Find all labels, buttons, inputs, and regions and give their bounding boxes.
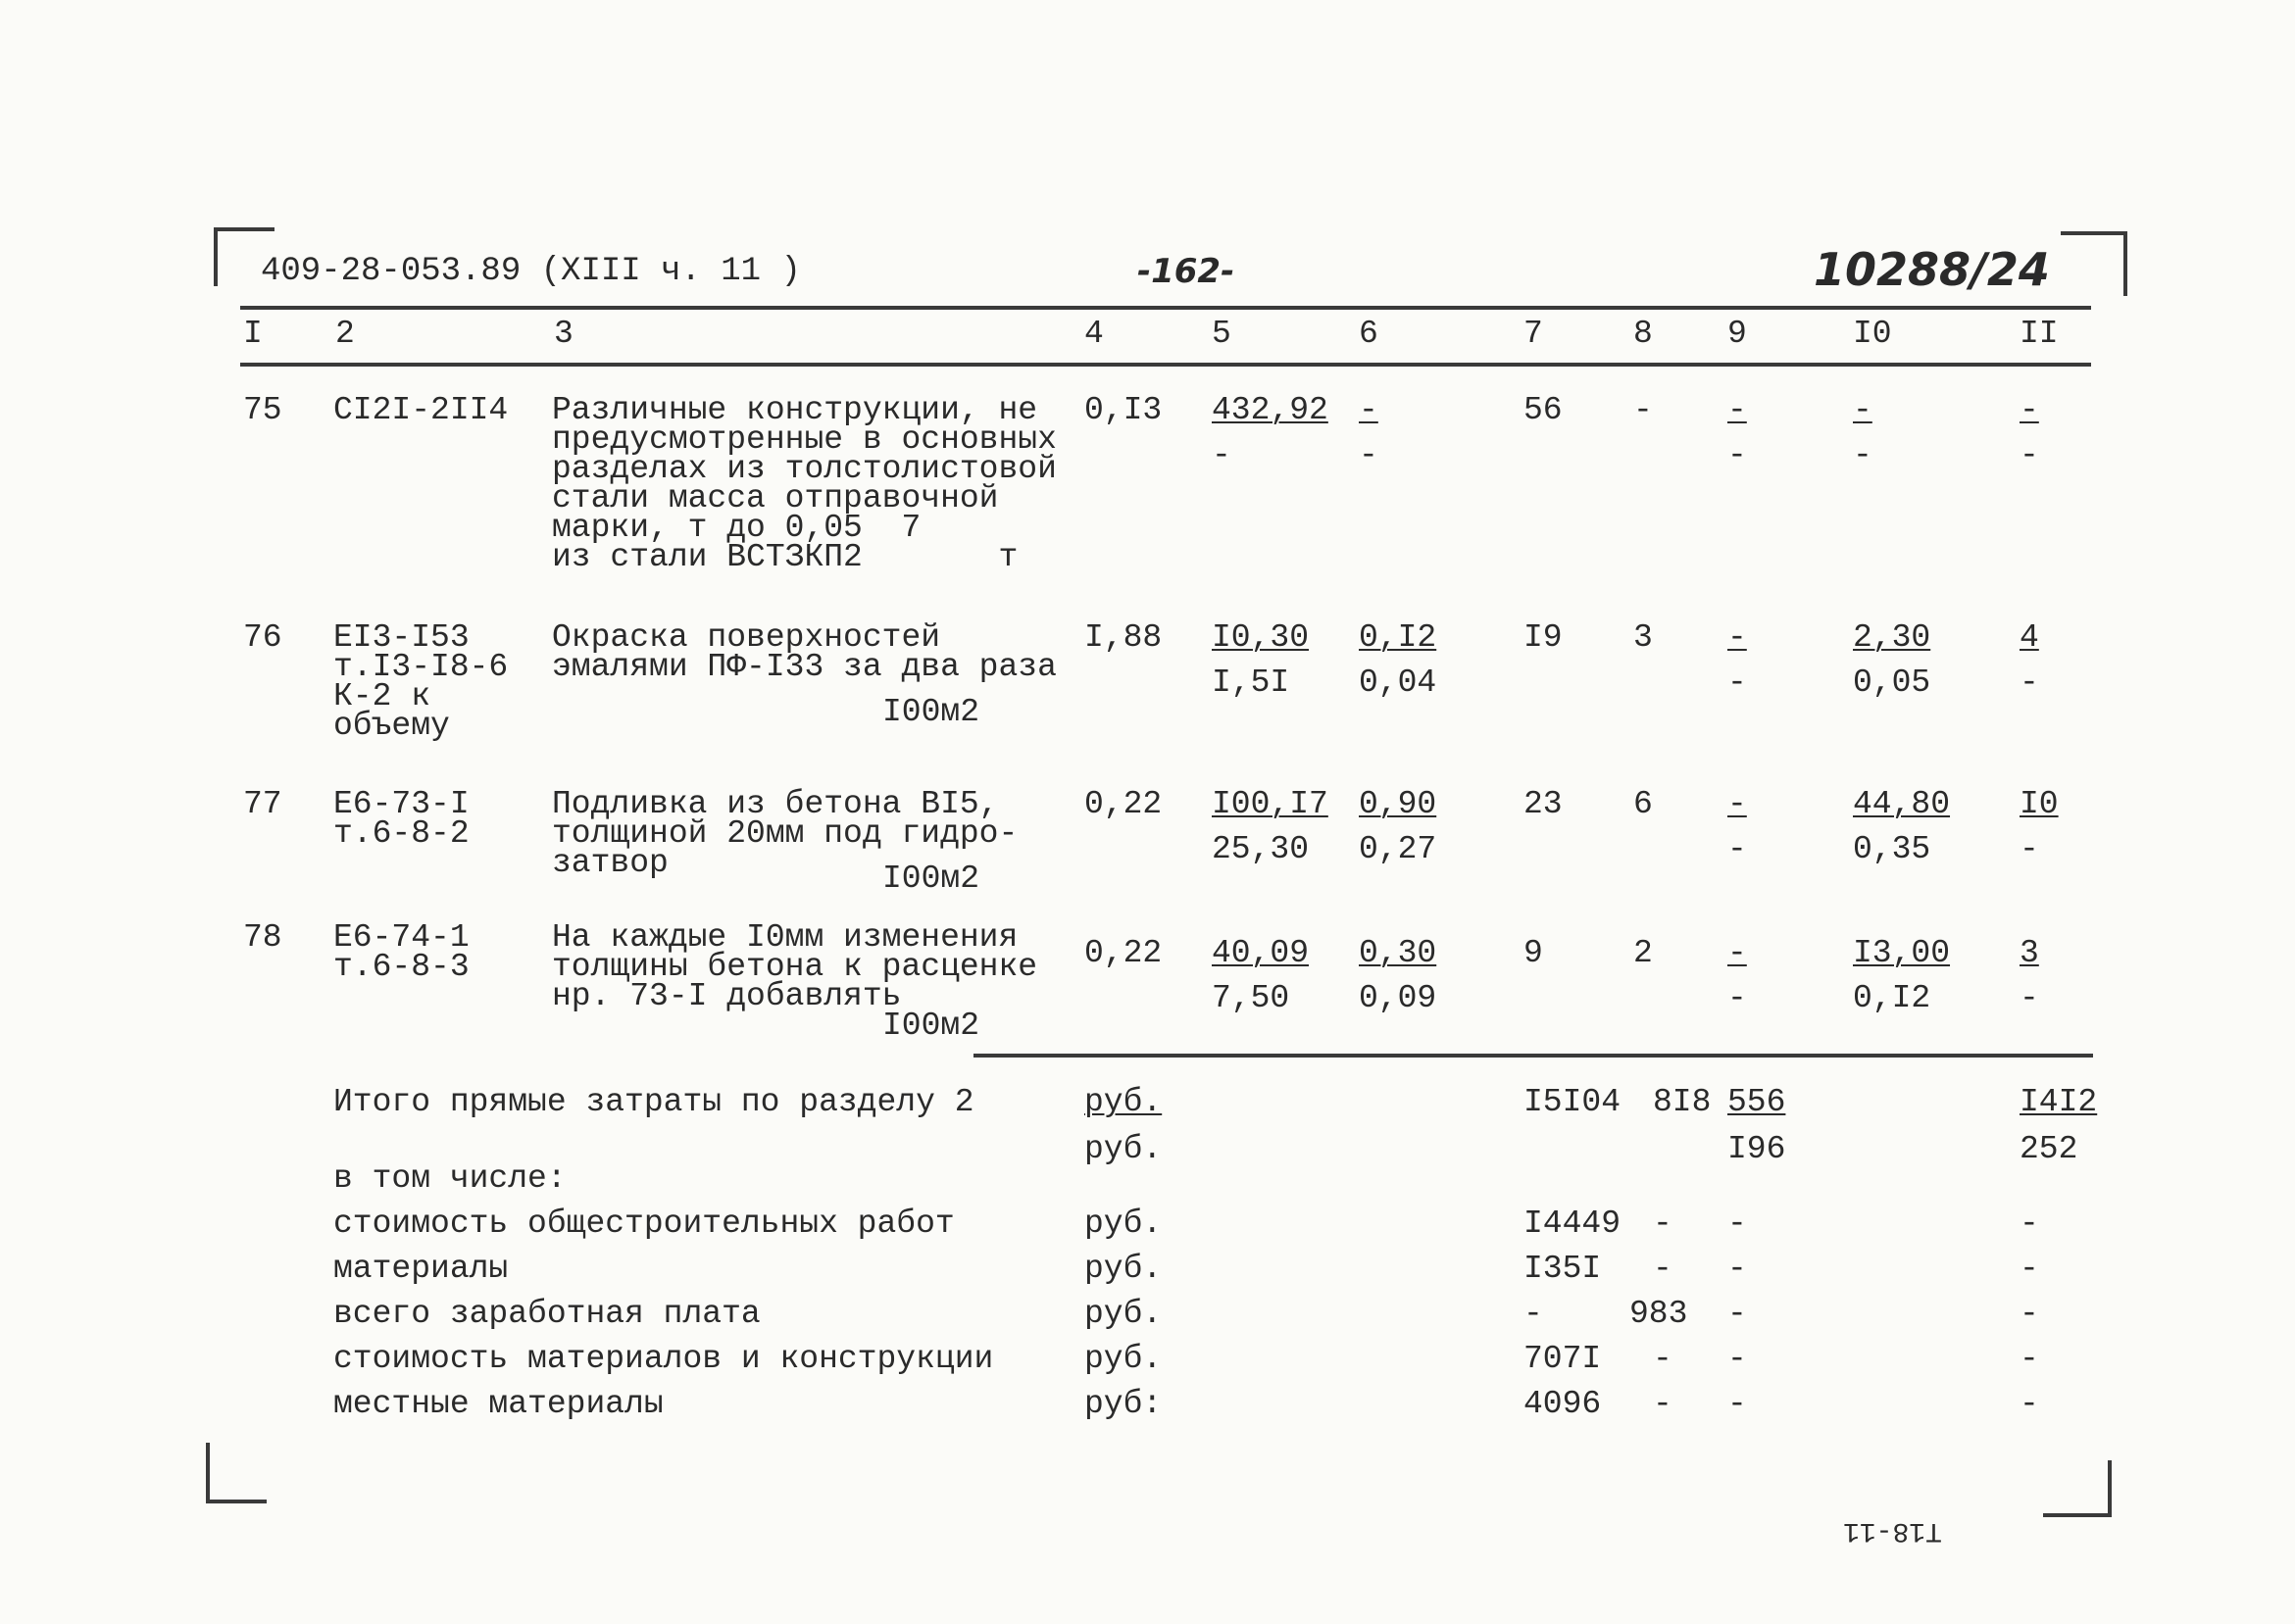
- row-78-desc-2: толщины бетона к расценке: [552, 949, 1038, 985]
- totals-c11-a: I4I2: [2020, 1084, 2098, 1120]
- row-77-c5-a: I00,I7: [1212, 786, 1328, 822]
- row-76-c7: I9: [1523, 619, 1563, 656]
- totals-line-3-c11: -: [2020, 1296, 2039, 1332]
- corner-bracket-bottom-left-vertical: [206, 1443, 210, 1503]
- row-78-c9-a: -: [1727, 935, 1747, 971]
- row-77-code-1: E6-73-I: [333, 786, 470, 822]
- row-75-c5-a: 432,92: [1212, 392, 1328, 428]
- row-78-qty: 0,22: [1084, 935, 1163, 971]
- row-77-desc-3: затвор: [552, 845, 669, 881]
- totals-line-4-unit: руб.: [1084, 1341, 1163, 1377]
- totals-line-2-unit: руб.: [1084, 1251, 1163, 1287]
- totals-line-3-unit: руб.: [1084, 1296, 1163, 1332]
- row-76-c10-a: 2,30: [1853, 619, 1931, 656]
- row-78-code-1: E6-74-1: [333, 919, 470, 956]
- row-78-c5-a: 40,09: [1212, 935, 1310, 971]
- row-77-c10-a: 44,80: [1853, 786, 1951, 822]
- totals-c9-a: 556: [1727, 1084, 1786, 1120]
- totals-c8: 8I8: [1653, 1084, 1712, 1120]
- corner-bracket-top-right: [2061, 231, 2125, 235]
- corner-bracket-top-left-vertical: [214, 227, 218, 286]
- totals-unit-1: руб.: [1084, 1084, 1163, 1120]
- row-76-c9-a: -: [1727, 619, 1747, 656]
- totals-incl: в том числе:: [333, 1160, 567, 1197]
- row-78-c11-a: 3: [2020, 935, 2039, 971]
- row-78-c11-b: -: [2020, 980, 2039, 1016]
- row-77-c10-b: 0,35: [1853, 831, 1931, 867]
- row-75-c5-b: -: [1212, 437, 1231, 473]
- row-75-c10-b: -: [1853, 437, 1872, 473]
- row-77-unit: I00м2: [882, 861, 980, 897]
- row-75-c8: -: [1633, 392, 1653, 428]
- totals-line-1-c11: -: [2020, 1206, 2039, 1242]
- row-75-code: CI2I-2II4: [333, 392, 509, 428]
- totals-c11-b: 252: [2020, 1131, 2078, 1167]
- totals-line-3-c9: -: [1727, 1296, 1747, 1332]
- row-75-c11-a: -: [2020, 392, 2039, 428]
- row-77-c9-a: -: [1727, 786, 1747, 822]
- row-76-desc-1: Окраска поверхностей: [552, 619, 941, 656]
- totals-label: Итого прямые затраты по разделу 2: [333, 1084, 974, 1120]
- page-number: -162-: [1137, 252, 1235, 291]
- totals-line-4-c11: -: [2020, 1341, 2039, 1377]
- row-77-c6-b: 0,27: [1359, 831, 1437, 867]
- row-75-c9-a: -: [1727, 392, 1747, 428]
- row-77-num: 77: [243, 786, 282, 822]
- row-78-c6-a: 0,30: [1359, 935, 1437, 971]
- row-78-num: 78: [243, 919, 282, 956]
- totals-line-2-c9: -: [1727, 1251, 1747, 1287]
- row-78-unit: I00м2: [882, 1008, 980, 1044]
- row-75-desc-4: стали масса отправочной: [552, 480, 999, 517]
- row-78-c10-a: I3,00: [1853, 935, 1951, 971]
- col-header-4: 4: [1084, 316, 1104, 352]
- col-header-1: I: [243, 316, 263, 352]
- row-76-c6-b: 0,04: [1359, 664, 1437, 701]
- totals-c7: I5I04: [1523, 1084, 1621, 1120]
- row-77-code-2: т.6-8-2: [333, 815, 470, 852]
- totals-rule: [973, 1054, 2093, 1058]
- totals-line-4-label: стоимость материалов и конструкции: [333, 1341, 994, 1377]
- row-75-c11-b: -: [2020, 437, 2039, 473]
- totals-line-1-unit: руб.: [1084, 1206, 1163, 1242]
- totals-line-5-c9: -: [1727, 1386, 1747, 1422]
- totals-line-5-label: местные материалы: [333, 1386, 664, 1422]
- totals-line-4-c9: -: [1727, 1341, 1747, 1377]
- totals-c9-b: I96: [1727, 1131, 1786, 1167]
- totals-line-1-c9: -: [1727, 1206, 1747, 1242]
- row-78-c6-b: 0,09: [1359, 980, 1437, 1016]
- col-header-2: 2: [335, 316, 355, 352]
- row-78-c8: 2: [1633, 935, 1653, 971]
- col-header-10: I0: [1853, 316, 1892, 352]
- corner-bracket-bottom-right-vertical: [2108, 1460, 2112, 1517]
- row-75-desc-3: разделах из толстолистовой: [552, 451, 1057, 487]
- row-76-c11-a: 4: [2020, 619, 2039, 656]
- row-77-desc-1: Подливка из бетона BI5,: [552, 786, 999, 822]
- col-header-7: 7: [1523, 316, 1543, 352]
- corner-bracket-bottom-left: [206, 1500, 267, 1503]
- totals-line-3-c7: -: [1523, 1296, 1543, 1332]
- row-75-desc-5: марки, т до 0,05 7: [552, 510, 922, 546]
- col-header-6: 6: [1359, 316, 1378, 352]
- table-top-rule: [240, 306, 2091, 310]
- row-75-c7: 56: [1523, 392, 1563, 428]
- row-77-c11-b: -: [2020, 831, 2039, 867]
- row-76-qty: I,88: [1084, 619, 1163, 656]
- row-77-c5-b: 25,30: [1212, 831, 1310, 867]
- col-header-9: 9: [1727, 316, 1747, 352]
- row-76-code-3: К-2 к: [333, 678, 431, 714]
- totals-line-2-label: материалы: [333, 1251, 509, 1287]
- row-76-c11-b: -: [2020, 664, 2039, 701]
- totals-line-2-c7: I35I: [1523, 1251, 1602, 1287]
- row-76-c9-b: -: [1727, 664, 1747, 701]
- row-76-c6-a: 0,I2: [1359, 619, 1437, 656]
- row-78-desc-1: На каждые I0мм изменения: [552, 919, 1019, 956]
- row-76-num: 76: [243, 619, 282, 656]
- row-75-qty: 0,I3: [1084, 392, 1163, 428]
- row-76-unit: I00м2: [882, 694, 980, 730]
- col-header-8: 8: [1633, 316, 1653, 352]
- row-78-code-2: т.6-8-3: [333, 949, 470, 985]
- row-78-desc-3: нр. 73-I добавлять: [552, 978, 902, 1014]
- reference-number: 10288/24: [1814, 243, 2050, 296]
- row-75-desc-2: предусмотренные в основных: [552, 421, 1057, 458]
- row-78-c7: 9: [1523, 935, 1543, 971]
- row-77-qty: 0,22: [1084, 786, 1163, 822]
- row-78-c5-b: 7,50: [1212, 980, 1290, 1016]
- totals-line-1-c7: I4449: [1523, 1206, 1621, 1242]
- header-bottom-rule: [240, 363, 2091, 367]
- document-code: 409-28-053.89 (XIII ч. 11 ): [261, 253, 801, 290]
- col-header-11: II: [2020, 316, 2059, 352]
- corner-bracket-bottom-right: [2043, 1513, 2110, 1517]
- row-75-num: 75: [243, 392, 282, 428]
- row-75-c10-a: -: [1853, 392, 1872, 428]
- totals-line-5-c11: -: [2020, 1386, 2039, 1422]
- row-78-c10-b: 0,I2: [1853, 980, 1931, 1016]
- row-75-c9-b: -: [1727, 437, 1747, 473]
- row-77-c7: 23: [1523, 786, 1563, 822]
- col-header-5: 5: [1212, 316, 1231, 352]
- row-75-desc-6: из стали ВСТЗКП2 т: [552, 539, 1019, 575]
- row-76-desc-2: эмалями ПФ-I33 за два раза: [552, 649, 1057, 685]
- row-76-code-4: объему: [333, 708, 450, 744]
- totals-line-3-c8: 983: [1629, 1296, 1688, 1332]
- row-76-c5-a: I0,30: [1212, 619, 1310, 656]
- totals-line-3-label: всего заработная плата: [333, 1296, 761, 1332]
- corner-bracket-top-right-vertical: [2123, 231, 2127, 296]
- row-77-c11-a: I0: [2020, 786, 2059, 822]
- corner-bracket-top-left: [214, 227, 274, 231]
- row-75-c6-a: -: [1359, 392, 1378, 428]
- footer-mark: Т18-11: [1843, 1515, 1942, 1546]
- totals-line-2-c11: -: [2020, 1251, 2039, 1287]
- row-76-c10-b: 0,05: [1853, 664, 1931, 701]
- row-78-c9-b: -: [1727, 980, 1747, 1016]
- row-77-desc-2: толщиной 20мм под гидро-: [552, 815, 1019, 852]
- totals-line-5-c8: -: [1653, 1386, 1672, 1422]
- row-76-c8: 3: [1633, 619, 1653, 656]
- row-76-c5-b: I,5I: [1212, 664, 1290, 701]
- totals-line-1-label: стоимость общестроительных работ: [333, 1206, 955, 1242]
- row-76-code-2: т.I3-I8-6: [333, 649, 509, 685]
- row-76-code-1: EI3-I53: [333, 619, 470, 656]
- totals-line-4-c8: -: [1653, 1341, 1672, 1377]
- totals-line-1-c8: -: [1653, 1206, 1672, 1242]
- totals-unit-2: руб.: [1084, 1131, 1163, 1167]
- row-77-c9-b: -: [1727, 831, 1747, 867]
- totals-line-5-c7: 4096: [1523, 1386, 1602, 1422]
- row-75-desc-1: Различные конструкции, не: [552, 392, 1038, 428]
- row-77-c6-a: 0,90: [1359, 786, 1437, 822]
- totals-line-5-unit: руб:: [1084, 1386, 1163, 1422]
- row-75-c6-b: -: [1359, 437, 1378, 473]
- col-header-3: 3: [554, 316, 574, 352]
- totals-line-2-c8: -: [1653, 1251, 1672, 1287]
- totals-line-4-c7: 707I: [1523, 1341, 1602, 1377]
- row-77-c8: 6: [1633, 786, 1653, 822]
